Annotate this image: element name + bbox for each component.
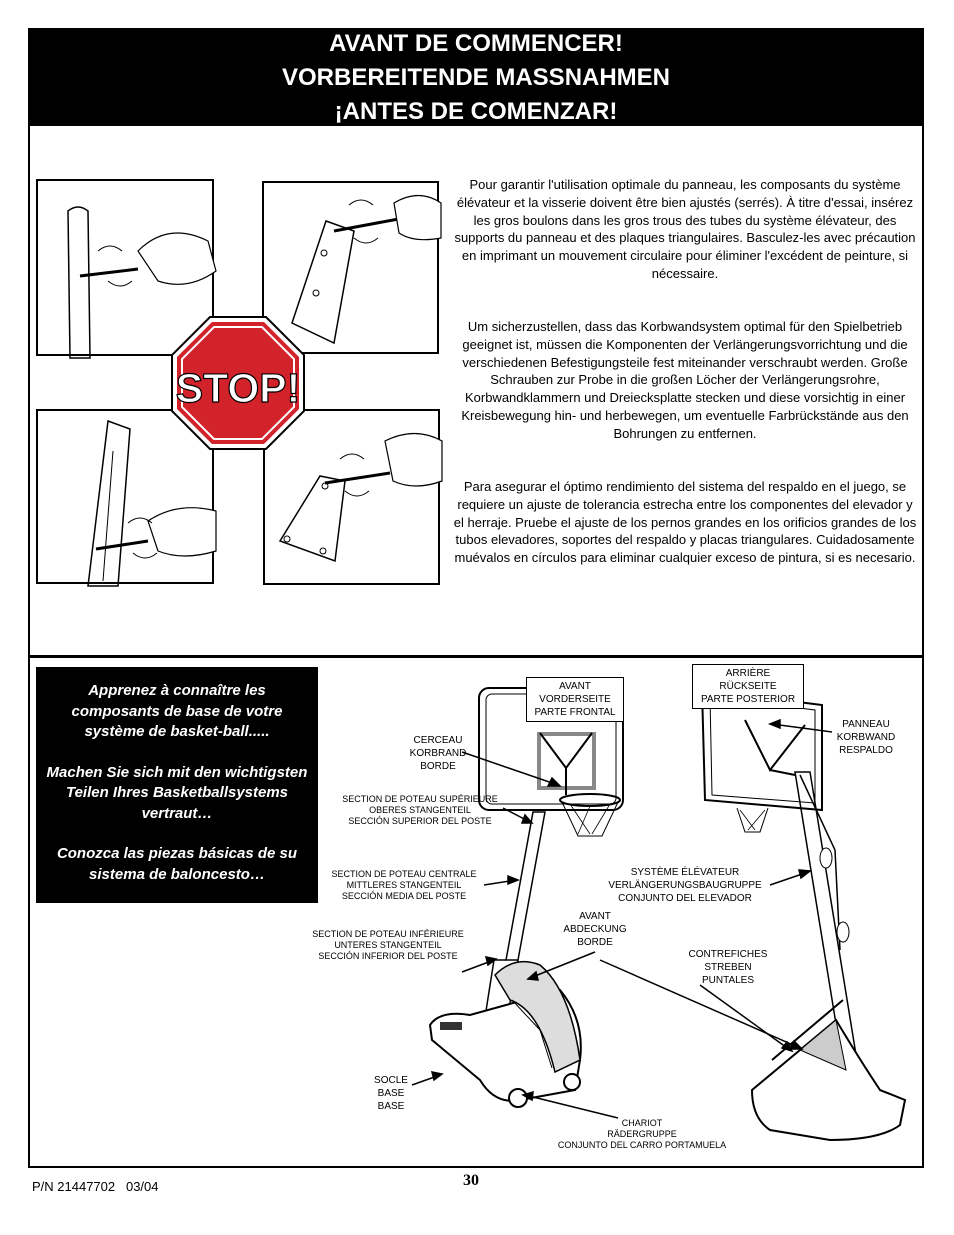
label-front: AVANT VORDERSEITE PARTE FRONTAL [526,677,624,722]
stop-sign-text: STOP! [175,365,301,411]
label-lower-pole: SECTION DE POTEAU INFÉRIEURE UNTERES STANGENTEIL SECCIÓN INFERIOR DEL POSTE [312,929,464,961]
instructions-de: Um sicherzustellen, dass das Korbwandsystem optimal für den Spielbetrieb geeignet ist, müssen die Komponenten der Verlängerungsvorrichtung und die verschiedenen Befestigungsteile fest miteinander verschraubt werden. Große Schrauben zur Probe in die großen Löcher der Verlängerungsrohre, Korbwandklammern und Dreiecksplatte stecken und diese vorsichtig in einer Kreisbewegung hin- und herbewegen, um eventuelle Farbrückstände aus den Bohrungen zu entfernen. [461,319,909,441]
label-backboard: PANNEAU KORBWAND RESPALDO [836,719,896,756]
header-line-fr: AVANT DE COMMENCER! [329,30,623,57]
part-number: P/N 21447702 03/04 [32,1179,159,1194]
header-line-es: ¡ANTES DE COMENZAR! [334,98,618,125]
label-braces: CONTREFICHES STREBEN PUNTALES [688,949,768,986]
intro-es: Conozca las piezas básicas de su sistema de baloncesto… [56,845,298,883]
label-rear: ARRIÈRE RÜCKSEITE PARTE POSTERIOR [692,664,804,709]
label-base: SOCLE BASE BASE [374,1075,408,1112]
label-upper-pole: SECTION DE POTEAU SUPÉRIEURE OBERES STANGENTEIL SECCIÓN SUPERIOR DEL POSTE [342,794,498,826]
label-wheels: CHARIOT RÄDERGRUPPE CONJUNTO DEL CARRO PORTAMUELA [557,1118,727,1150]
label-front-cover: AVANT ABDECKUNG BORDE [563,911,627,948]
instructions-fr: Pour garantir l'utilisation optimale du panneau, les composants du système élévateur et la visserie doivent être bien ajustés (serrés). À titre d'essai, insérez les gros boulons dans les gros trous des tubes du système élévateur, des supports du panneau et des plaques triangulaires. Basculez-les avec précaution en imprimant un mouvement circulaire pour éliminer l'excédent de peinture, si nécessaire. [454,177,916,281]
instructions-es: Para asegurar el óptimo rendimiento del sistema del respaldo en el juego, se requiere un ajuste de tolerancia estrecha entre los componentes del elevador y el herraje. Pruebe el ajuste de los pernos grandes en los orificios grandes de los tubos elevadores, soportes del respaldo y placas triangulares. Cuidadosamente muévalos en círculos para eliminar cualquier exceso de pintura, si es necesario. [453,479,917,566]
page-number: 30 [463,1172,479,1189]
header-line-de: VORBEREITENDE MASSNAHMEN [281,64,671,91]
label-rim: CERCEAU KORBRAND BORDE [409,735,467,772]
intro-fr: Apprenez à connaître les composants de base de votre système de basket-ball..... [71,682,283,740]
intro-de: Machen Sie sich mit den wichtigsten Teilen Ihres Basketballsystems vertraut… [46,763,308,822]
label-elevator: SYSTÈME ÉLÉVATEUR VERLÄNGERUNGSBAUGRUPPE CONJUNTO DEL ELEVADOR [608,867,762,904]
label-middle-pole: SECTION DE POTEAU CENTRALE MITTLERES STANGENTEIL SECCIÓN MEDIA DEL POSTE [331,869,477,901]
